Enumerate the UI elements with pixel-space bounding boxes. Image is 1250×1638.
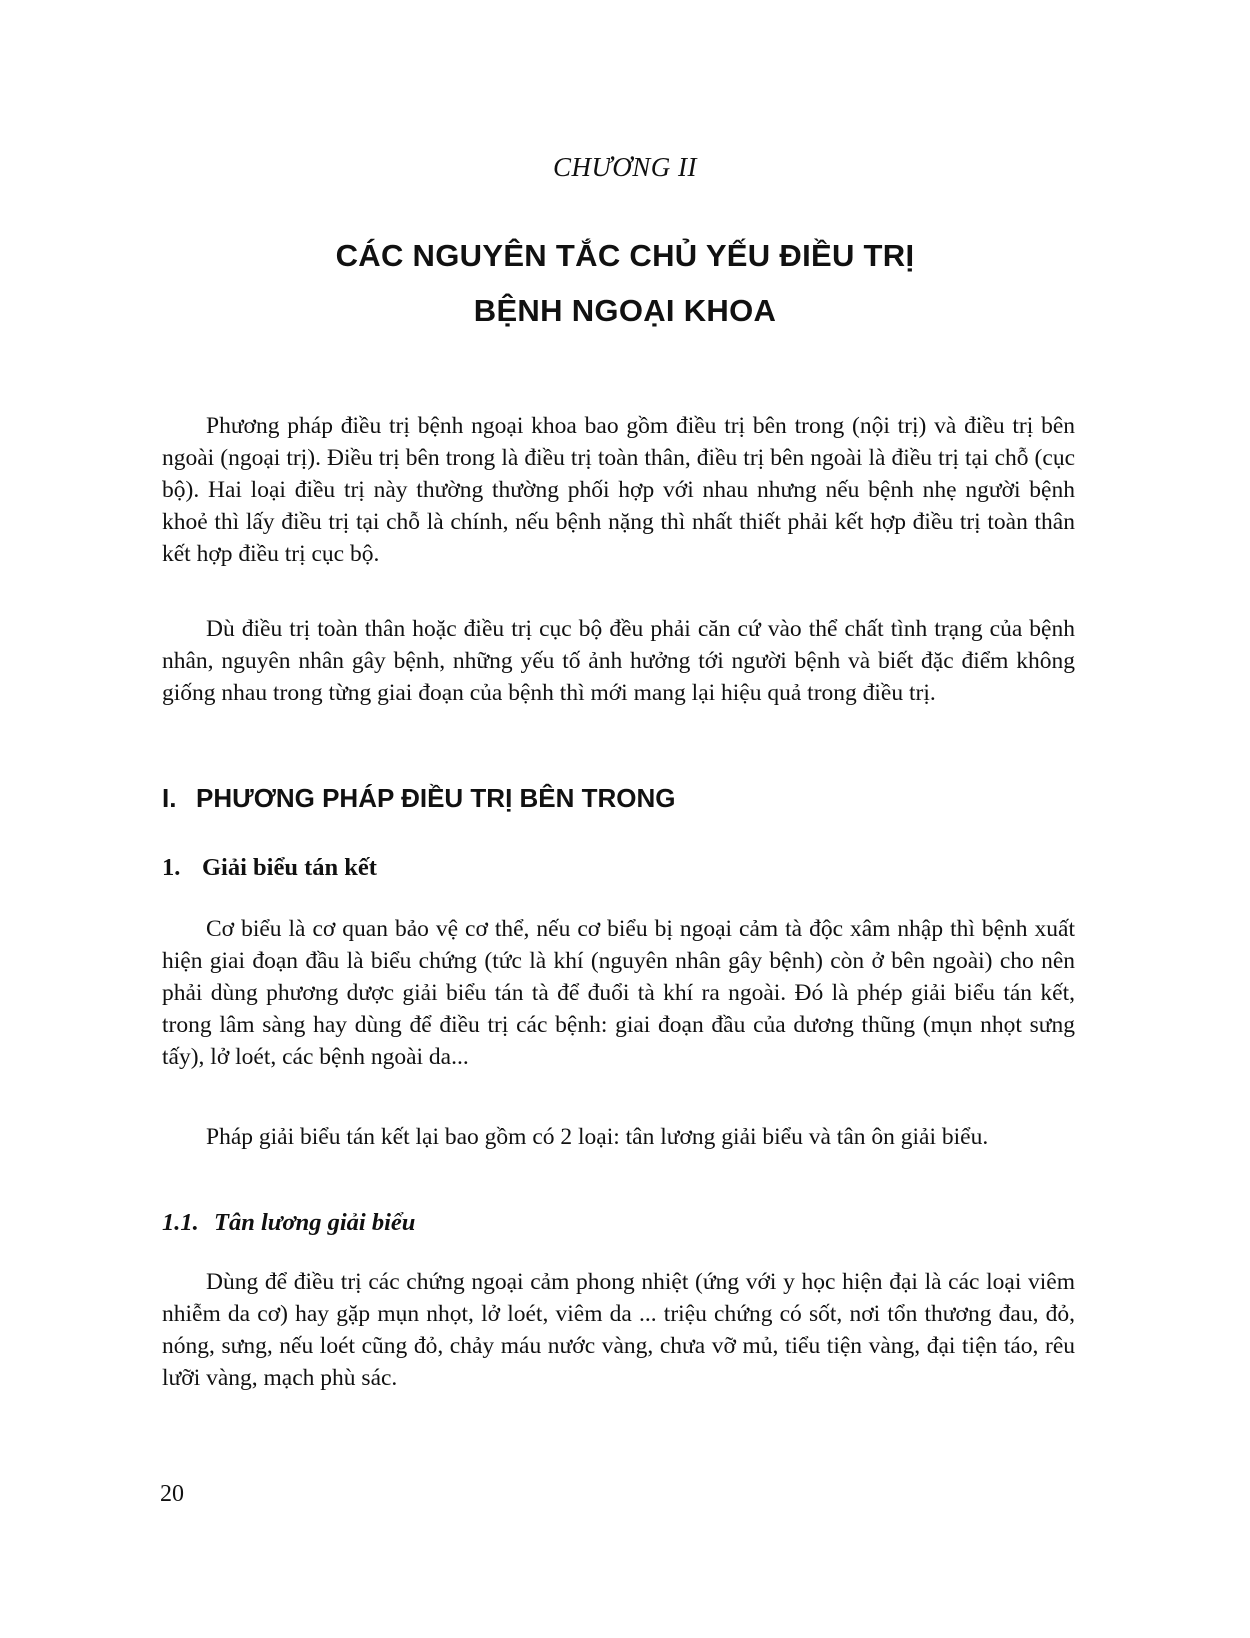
intro-paragraph: Phương pháp điều trị bệnh ngoại khoa bao gồm điều trị bên trong (nội trị) và điều trị bên ngoài (ngoại trị). Điều trị bên trong là điều trị toàn thân, điều trị bên ngoài là điều trị tại chỗ (cục bộ). Hai loại điều trị này thường thường phối hợp với nhau nhưng nếu bệnh nhẹ người bệnh khoẻ thì lấy điều trị tại chỗ là chính, nếu bệnh nặng thì nhất thiết phải kết hợp điều trị toàn thân kết hợp điều trị cục bộ. <box>162 413 1075 567</box>
section-heading <box>162 783 676 814</box>
subsubsection-title: Tân lương giải biểu <box>214 1209 416 1236</box>
subsection-number: 1. <box>162 854 181 881</box>
chapter-label: CHƯƠNG II <box>552 152 698 182</box>
subsubsection-paragraph: Dùng để điều trị các chứng ngoại cảm phong nhiệt (ứng với y học hiện đại là các loại viêm nhiễm da cơ) hay gặp mụn nhọt, lở loét, viêm da ... triệu chứng có sốt, nơi tổn thương đau, đỏ, nóng, sưng, nếu loét cũng đỏ, chảy máu nước vàng, chưa vỡ mủ, tiểu tiện vàng, đại tiện táo, rêu lưỡi vàng, mạch phù sác. <box>162 1269 1075 1391</box>
subsection-heading <box>162 854 377 882</box>
subsubsection-heading <box>162 1209 415 1237</box>
subsection-title: Giải biểu tán kết <box>202 854 377 881</box>
subsection-paragraph: Cơ biểu là cơ quan bảo vệ cơ thể, nếu cơ biểu bị ngoại cảm tà độc xâm nhập thì bệnh xuất hiện giai đoạn đầu là biểu chứng (tức là khí (nguyên nhân gây bệnh) còn ở bên ngoài) cho nên phải dùng phương dược giải biểu tán tà để đuổi tà khí ra ngoài. Đó là phép giải biểu tán kết, trong lâm sàng hay dùng để điều trị các bệnh: giai đoạn đầu của dương thũng (mụn nhọt sưng tấy), lở loét, các bệnh ngoài da... <box>162 916 1075 1070</box>
chapter-title-line-2: BỆNH NGOẠI KHOA <box>473 293 777 328</box>
subsection-paragraph: Pháp giải biểu tán kết lại bao gồm có 2 loại: tân lương giải biểu và tân ôn giải biểu. <box>206 1124 989 1150</box>
intro-paragraph: Dù điều trị toàn thân hoặc điều trị cục bộ đều phải căn cứ vào thể chất tình trạng của bệnh nhân, nguyên nhân gây bệnh, những yếu tố ảnh hưởng tới người bệnh và biết đặc điểm không giống nhau trong từng giai đoạn của bệnh thì mới mang lại hiệu quả trong điều trị. <box>162 616 1075 706</box>
subsubsection-number: 1.1. <box>162 1209 199 1236</box>
page-number: 20 <box>160 1481 184 1507</box>
section-title: PHƯƠNG PHÁP ĐIỀU TRỊ BÊN TRONG <box>196 783 676 813</box>
section-number: I. <box>162 783 177 813</box>
chapter-title-line-1: CÁC NGUYÊN TẮC CHỦ YẾU ĐIỀU TRỊ <box>335 238 915 273</box>
